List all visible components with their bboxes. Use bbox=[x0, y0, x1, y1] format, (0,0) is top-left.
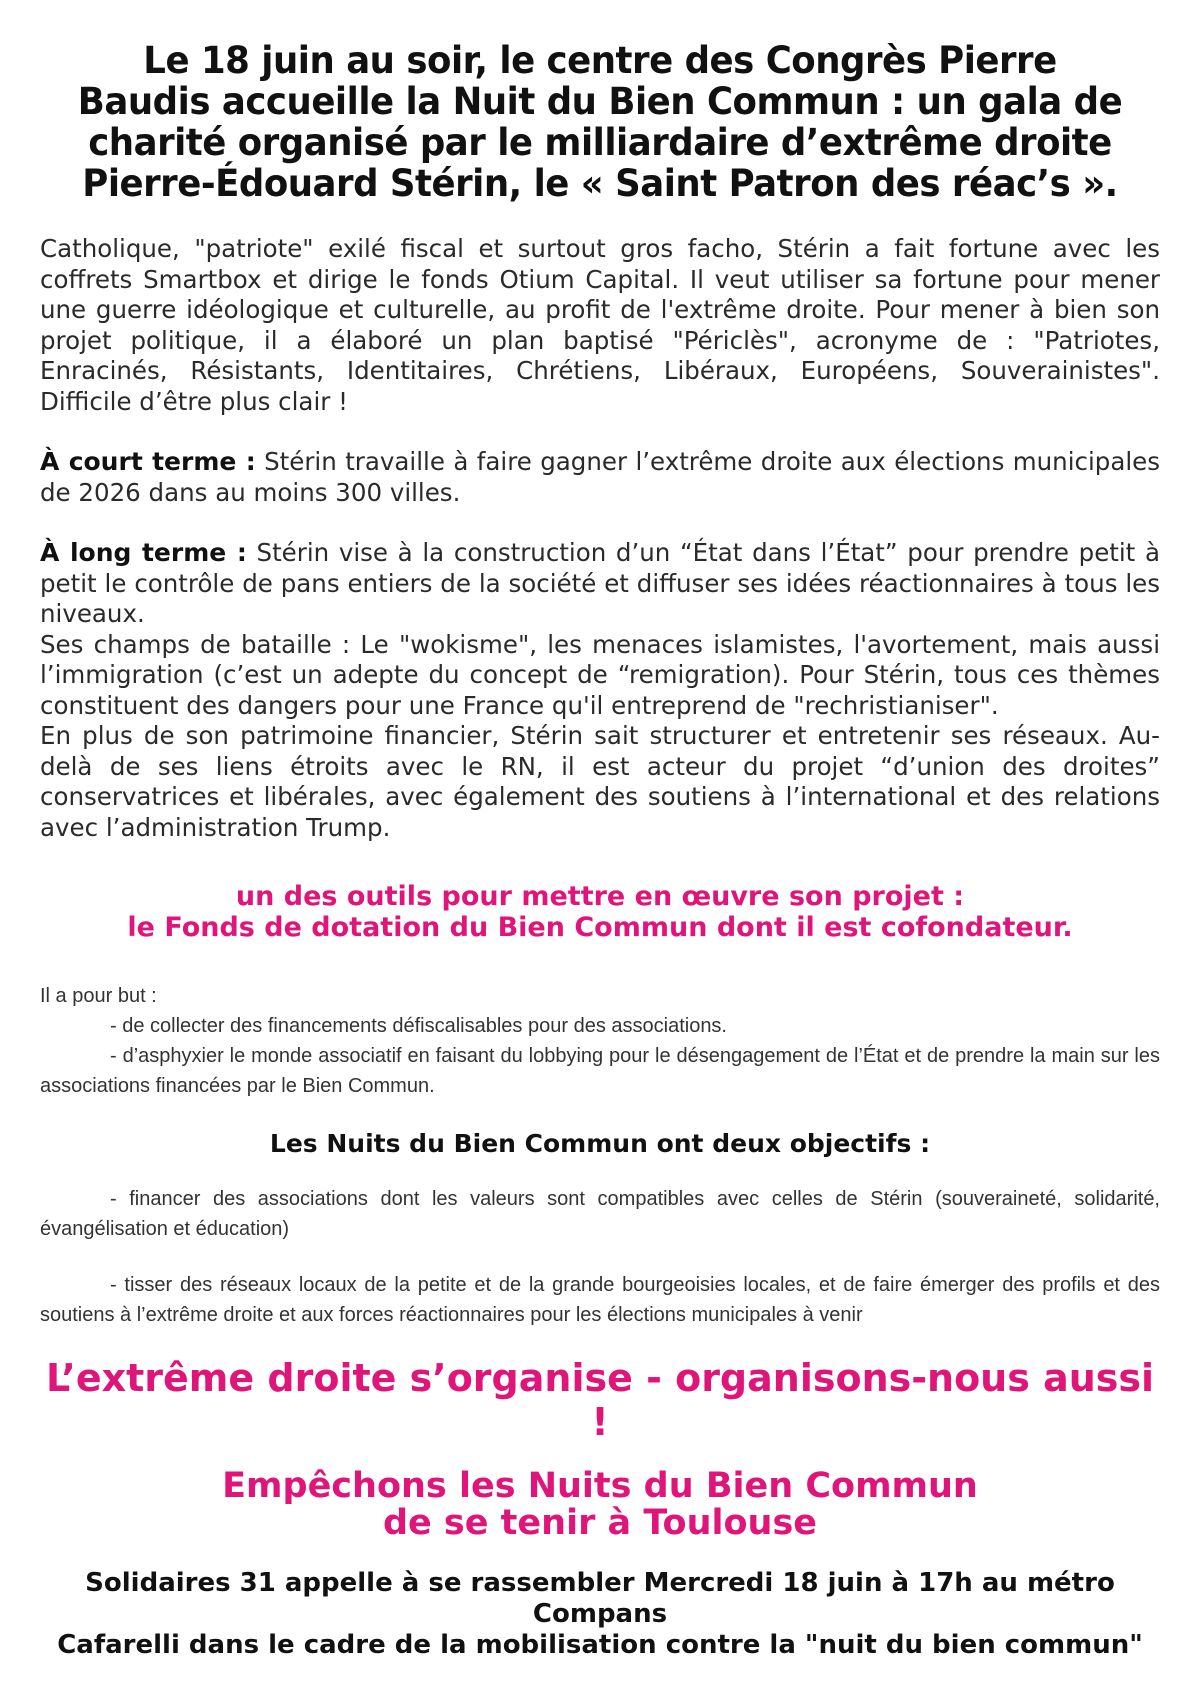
tool-title-line1: un des outils pour mettre en œuvre son projet : bbox=[235, 881, 965, 912]
tool-title-line2: le Fonds de dotation du Bien Commun dont il est cofondateur. bbox=[127, 912, 1073, 943]
intro-paragraph: Catholique, "patriote" exilé fiscal et surtout gros facho, Stérin a fait fortune avec les coffrets Smartbox et dirige le fonds Otium Capital. Il veut utiliser sa fortune pour mener une guerre idéologique et culturelle, au profit de l'extrême droite. Pour mener à bien son projet politique, il a élaboré un plan baptisé "Périclès", acronyme de : "Patriotes, Enracinés, Résistants, Identitaires, Chrétiens, Libéraux, Européens, Souverainistes". Difficile d’être plus clair ! bbox=[40, 234, 1160, 416]
rally-line1: Solidaires 31 appelle à se rassembler Mercredi 18 juin à 17h au métro Compans bbox=[85, 1568, 1115, 1629]
purpose-item-2: - d’asphyxier le monde associatif en faisant du lobbying pour le désengagement de l’État et de prendre la main sur les associations financées par le Bien Commun. bbox=[40, 1045, 1160, 1097]
objective-item-2: - tisser des réseaux locaux de la petite et de la grande bourgeoisies locales, et de faire émerger des profils et des soutiens à l’extrême droite et aux forces réactionnaires pour les élections municipales à venir bbox=[40, 1274, 1160, 1326]
objectives-list bbox=[40, 1184, 1160, 1330]
long-term-label: À long terme : bbox=[40, 538, 247, 567]
objectives-title: Les Nuits du Bien Commun ont deux objectifs : bbox=[269, 1129, 931, 1158]
purpose-intro: Il a pour but : bbox=[40, 985, 157, 1007]
networks-paragraph: En plus de son patrimoine financier, Stérin sait structurer et entretenir ses réseaux. Au-delà de ses liens étroits avec le RN, il est acteur du projet “d’union des droites” conservatrices et libérales, avec également des soutiens à l’international et des relations avec l’administration Trump. bbox=[40, 721, 1160, 842]
short-term-label: À court terme : bbox=[40, 447, 256, 476]
short-term-text: Stérin travaille à faire gagner l’extrême droite aux élections municipales de 2026 dans au moins 300 villes. bbox=[40, 447, 1160, 507]
slogan: L’extrême droite s’organise - organisons-nous aussi ! bbox=[45, 1356, 1155, 1444]
short-term-paragraph bbox=[40, 447, 1160, 508]
call-line2: de se tenir à Toulouse bbox=[382, 1503, 818, 1543]
rally-line2: Cafarelli dans le cadre de la mobilisation contre la "nuit du bien commun" bbox=[57, 1630, 1143, 1660]
long-term-paragraph bbox=[40, 538, 1160, 630]
headline: Le 18 juin au soir, le centre des Congrès Pierre Baudis accueille la Nuit du Bien Commun : un gala de charité organisé par le milliardaire d’extrême droite Pierre-Édouard Stérin, le « Saint Patron des réac’s ». bbox=[77, 39, 1123, 205]
rally-announcement bbox=[40, 1568, 1160, 1661]
long-term-text: Stérin vise à la construction d’un “État dans l’État” pour prendre petit à petit le contrôle de pans entiers de la société et diffuser ses idées réactionnaires à tous les niveaux. bbox=[40, 538, 1160, 628]
objective-item-1: - financer des associations dont les valeurs sont compatibles avec celles de Stérin (souveraineté, solidarité, évangélisation et éducation) bbox=[40, 1188, 1160, 1240]
purpose-item-1: - de collecter des financements défiscalisables pour des associations. bbox=[110, 1015, 727, 1037]
purpose-section bbox=[40, 981, 1160, 1101]
call-line1: Empêchons les Nuits du Bien Commun bbox=[222, 1466, 978, 1506]
tool-title bbox=[40, 881, 1160, 943]
battlefields-paragraph: Ses champs de bataille : Le "wokisme", les menaces islamistes, l'avortement, mais aussi l’immigration (c’est un adepte du concept de “remigration). Pour Stérin, tous ces thèmes constituent des dangers pour une France qu'il entreprend de "rechristianiser". bbox=[40, 629, 1160, 720]
call-to-action bbox=[40, 1468, 1160, 1542]
